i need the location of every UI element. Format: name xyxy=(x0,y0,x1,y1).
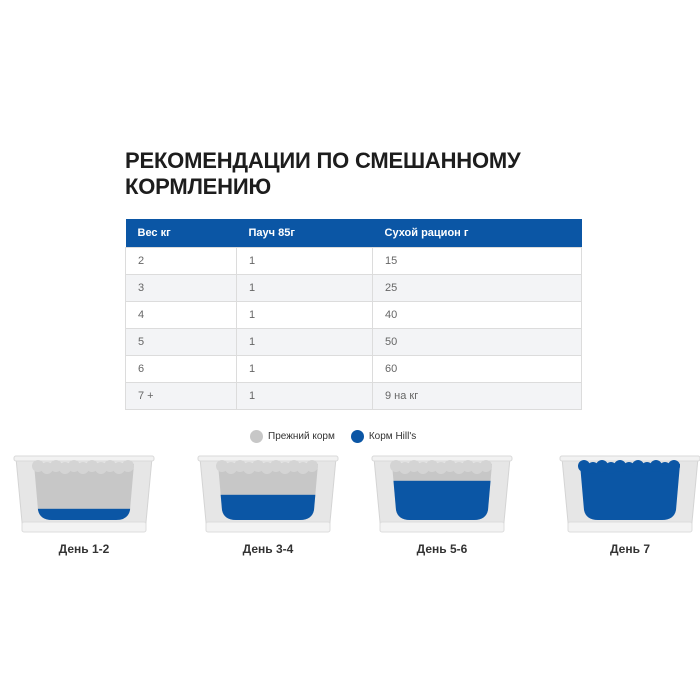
food-bowl-icon xyxy=(196,452,340,536)
cell-weight: 7 + xyxy=(126,383,237,410)
cell-dry-food: 25 xyxy=(373,275,582,302)
cell-weight: 2 xyxy=(126,248,237,275)
table-row xyxy=(126,329,582,356)
table-header-row xyxy=(126,219,582,248)
header-pouch: Пауч 85г xyxy=(237,219,373,248)
cell-dry-food: 40 xyxy=(373,302,582,329)
bowl-base xyxy=(22,522,146,532)
bowl-caption: День 5-6 xyxy=(416,542,468,556)
cell-weight: 5 xyxy=(126,329,237,356)
header-dry-food: Сухой рацион г xyxy=(373,219,582,248)
bowl-rim xyxy=(14,456,154,461)
cell-pouch: 1 xyxy=(237,302,373,329)
bowl-base xyxy=(380,522,504,532)
table-row xyxy=(126,356,582,383)
legend-label-new-food: Корм Hill's xyxy=(368,431,417,442)
bowl-base xyxy=(568,522,692,532)
cell-dry-food: 50 xyxy=(373,329,582,356)
bowl-rim xyxy=(198,456,338,461)
cell-dry-food: 15 xyxy=(373,248,582,275)
page-title: РЕКОМЕНДАЦИИ ПО СМЕШАННОМУ КОРМЛЕНИЮ xyxy=(125,148,521,199)
cell-dry-food: 60 xyxy=(373,356,582,383)
table-row xyxy=(126,383,582,410)
kibble-piece xyxy=(306,460,318,472)
cell-weight: 3 xyxy=(126,275,237,302)
cell-dry-food: 9 на кг xyxy=(373,383,582,410)
bowl-rim xyxy=(560,456,700,461)
header-weight: Вес кг xyxy=(126,219,237,248)
cell-weight: 4 xyxy=(126,302,237,329)
legend-label-old-food: Прежний корм xyxy=(268,431,335,442)
table-row xyxy=(126,275,582,302)
bowl-caption: День 3-4 xyxy=(242,542,294,556)
bowl-day-1-2 xyxy=(12,452,156,572)
table-row xyxy=(126,248,582,275)
cell-weight: 6 xyxy=(126,356,237,383)
cell-pouch: 1 xyxy=(237,248,373,275)
bowl-base xyxy=(206,522,330,532)
food-bowl-icon xyxy=(558,452,700,536)
bowl-day-3-4 xyxy=(196,452,340,572)
cell-pouch: 1 xyxy=(237,383,373,410)
cell-pouch: 1 xyxy=(237,275,373,302)
feeding-table xyxy=(125,219,582,410)
bowl-day-7 xyxy=(558,452,700,572)
cell-pouch: 1 xyxy=(237,356,373,383)
food-legend xyxy=(250,430,432,443)
bowl-caption: День 1-2 xyxy=(58,542,110,556)
bowl-caption: День 7 xyxy=(609,542,650,556)
bowl-rim xyxy=(372,456,512,461)
cell-pouch: 1 xyxy=(237,329,373,356)
bowl-day-5-6 xyxy=(370,452,514,572)
transition-bowls xyxy=(0,452,700,572)
legend-item-old-food xyxy=(250,430,335,443)
kibble-piece xyxy=(668,460,680,472)
blue-dot-icon xyxy=(351,430,364,443)
gray-dot-icon xyxy=(250,430,263,443)
food-bowl-icon xyxy=(370,452,514,536)
food-bowl-icon xyxy=(12,452,156,536)
kibble-piece xyxy=(480,460,492,472)
legend-item-new-food xyxy=(351,430,416,443)
table-row xyxy=(126,302,582,329)
kibble-piece xyxy=(122,460,134,472)
